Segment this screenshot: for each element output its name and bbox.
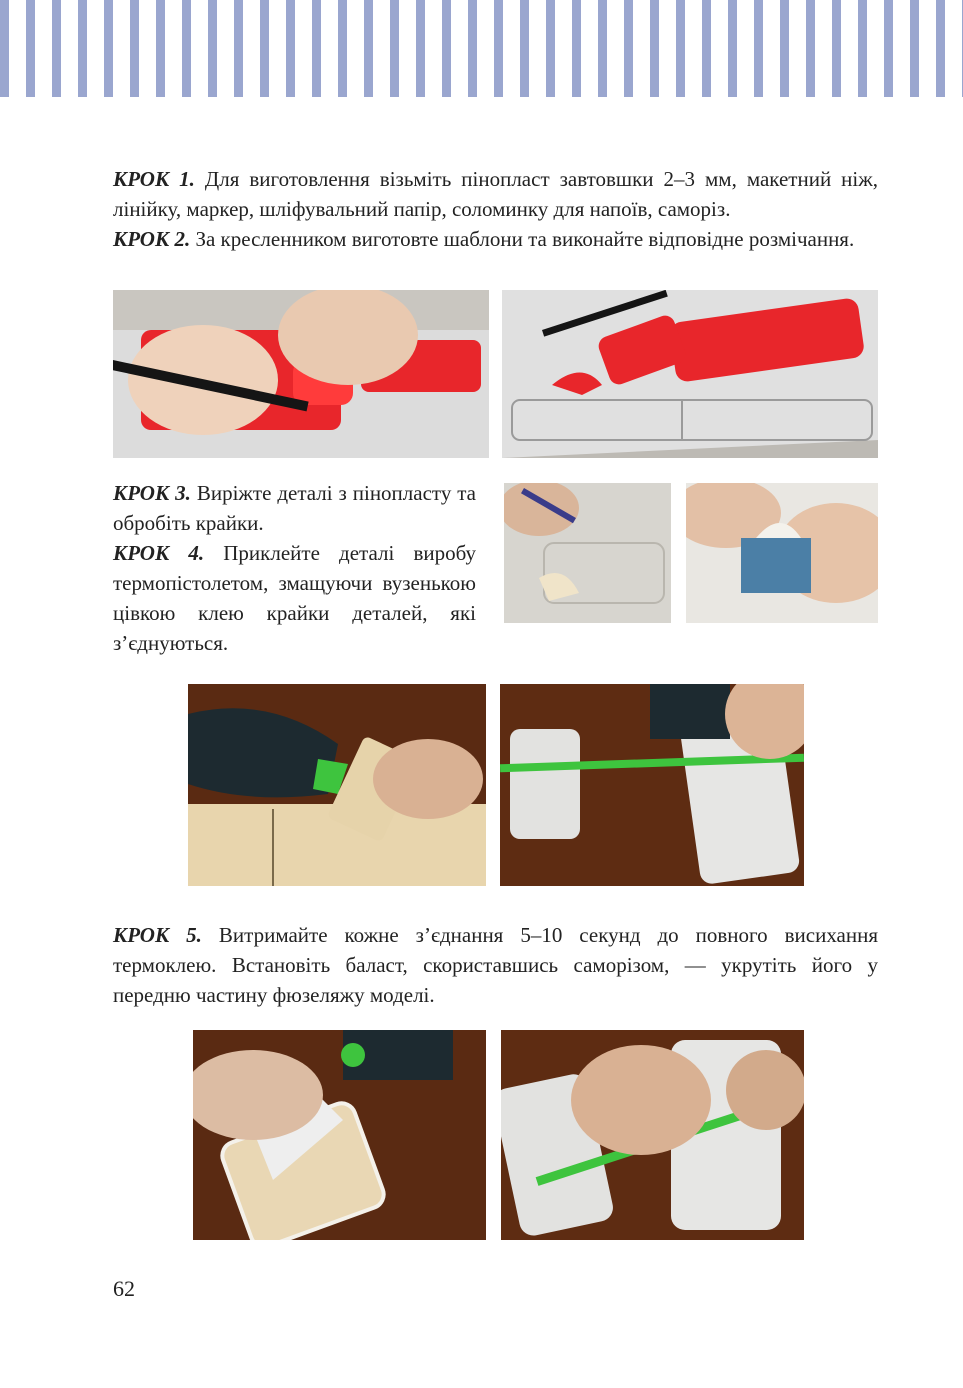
step-5-text	[113, 920, 878, 1010]
step2-text: За кресленником виготовте шаблони та виконайте відповідне розмічання.	[190, 227, 855, 251]
photo-sanding-edges	[686, 483, 878, 623]
step-1-2-text	[113, 164, 878, 254]
step2-label: КРОК 2.	[113, 227, 191, 251]
photo-attaching-straw	[500, 684, 804, 886]
step4-text: Приклейте деталі виробу термопістолетом, змащуючи вузенькою цівкою клею крайки деталей, які з’єднуються.	[113, 541, 476, 655]
photo-cutting-parts	[504, 483, 671, 623]
photo-holding-joint	[193, 1030, 486, 1240]
step1-text: Для виготовлення візьміть пінопласт завтовшки 2–3 мм, макетний ніж, лінійку, маркер, шліфувальний папір, соломинку для напоїв, саморіз.	[113, 167, 878, 221]
step5-text: Витримайте кожне з’єднання 5–10 секунд до повного висихання термоклею. Встановіть баласт, скориставшись саморізом, — укрутіть його у передню частину фюзеляжу моделі.	[113, 923, 878, 1007]
step1-paragraph	[113, 167, 878, 221]
photo-templates-on-foam	[502, 290, 878, 458]
step5-label: КРОК 5.	[113, 923, 202, 947]
step2-paragraph	[113, 227, 854, 251]
step3-paragraph	[113, 481, 476, 535]
header-stripes	[0, 0, 963, 97]
page-number: 62	[113, 1276, 135, 1301]
step4-label: КРОК 4.	[113, 541, 205, 565]
step1-label: КРОК 1.	[113, 167, 195, 191]
step4-paragraph	[113, 541, 476, 655]
photo-installing-ballast	[501, 1030, 804, 1240]
step-3-4-text	[113, 478, 476, 658]
step3-text: Виріжте деталі з пінопласту та обробіть крайки.	[113, 481, 477, 535]
photo-marking-templates	[113, 290, 489, 458]
step3-label: КРОК 3.	[113, 481, 191, 505]
photo-glue-gun-applying	[188, 684, 486, 886]
